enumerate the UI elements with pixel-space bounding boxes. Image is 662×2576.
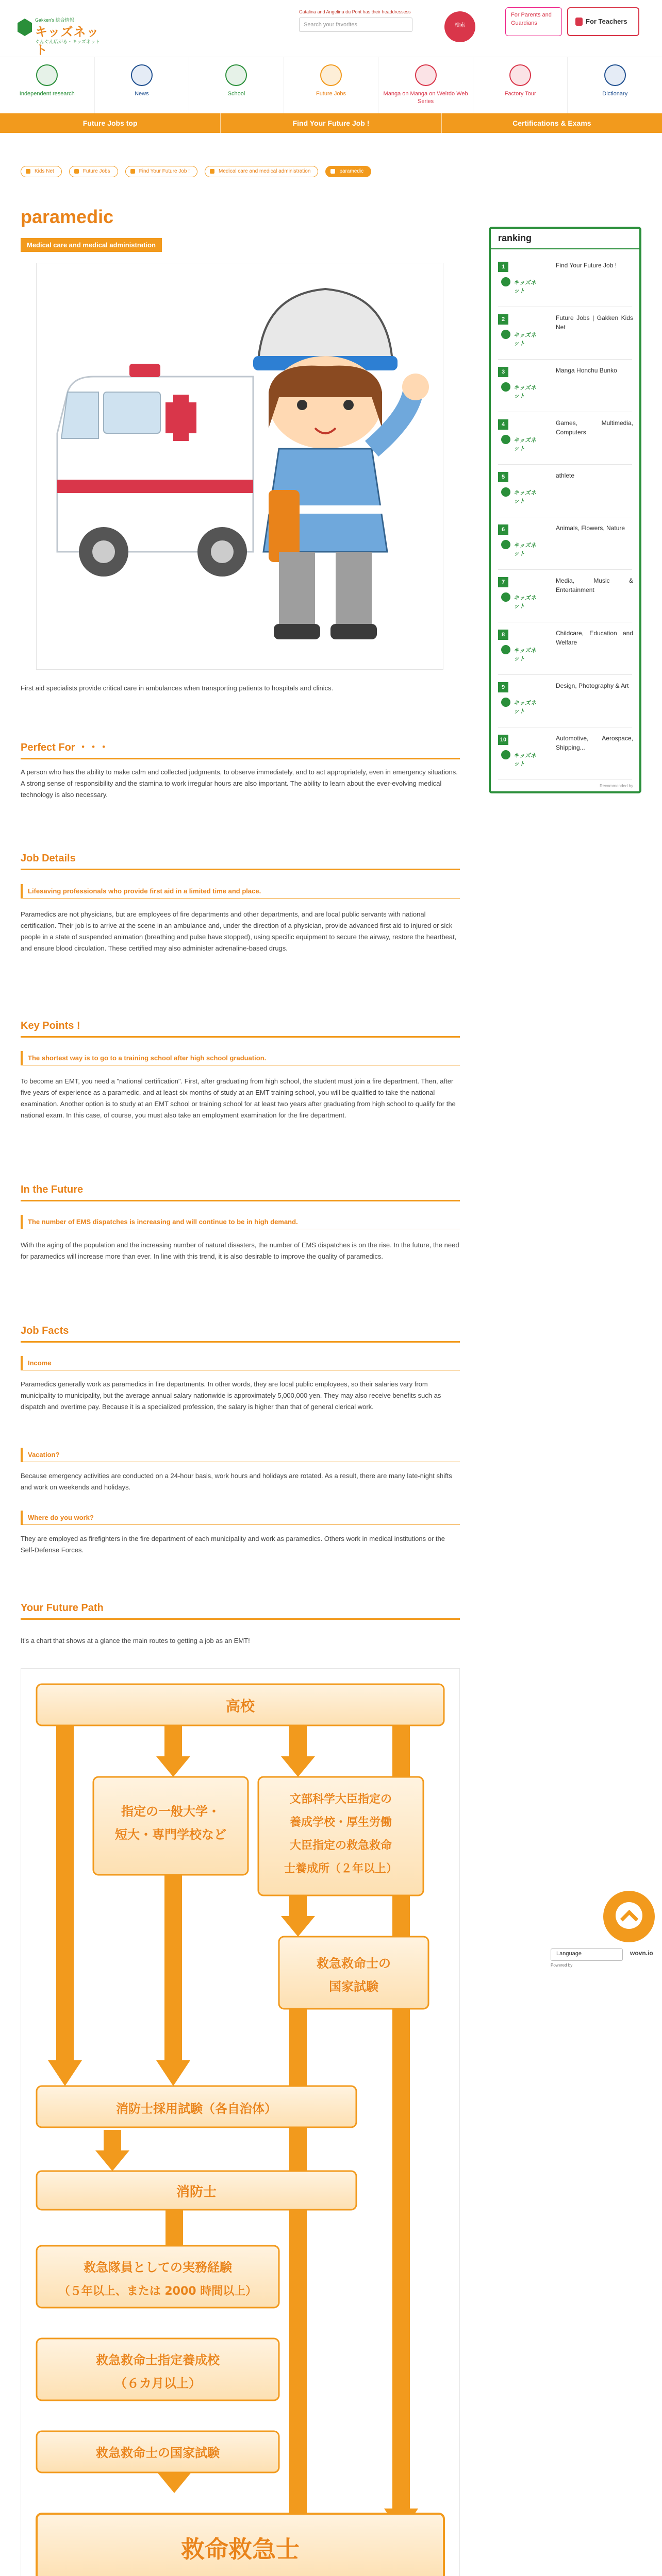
box-national-exam-a — [279, 1937, 428, 2009]
category-label: Factory Tour — [504, 91, 536, 97]
kidsnet-logo-icon: キッズネット — [499, 538, 540, 551]
ranking-title: ranking — [491, 229, 639, 249]
job-details-subtitle: Lifesaving professionals who provide first aid in a limited time and place. — [21, 884, 460, 899]
school-icon — [225, 64, 247, 86]
label-general-univ-2: 短大・専門学校など — [115, 1827, 226, 1842]
site-header — [0, 0, 662, 57]
label-mext-4: 士養成所（２年以上） — [284, 1862, 398, 1875]
section-title-job-facts: Job Facts — [21, 1325, 460, 1343]
section-title-job-details: Job Details — [21, 853, 460, 870]
category-future-jobs[interactable] — [284, 57, 379, 113]
breadcrumb-item[interactable]: Future Jobs — [69, 166, 118, 177]
site-logo[interactable] — [18, 14, 110, 57]
kidsnet-logo-icon: キッズネット — [499, 748, 540, 761]
future-text: With the aging of the population and the increasing number of natural disasters, the number of EMS dispatches is on the rise. In the future, the need for paramedics will increase more than ever. In line with this trend, it is also desirable to improve the quality of paramedics. — [21, 1241, 459, 1260]
category-label: School — [227, 91, 245, 97]
label-national-exam-a-2: 国家試験 — [329, 1979, 378, 1994]
ranking-item[interactable] — [498, 258, 632, 307]
ranking-number: 6 — [498, 524, 508, 535]
category-nav — [0, 57, 662, 113]
logo-small-text: Gakken's 総合情報 — [35, 18, 74, 23]
kidsnet-logo-icon: キッズネット — [499, 328, 540, 341]
kidsnet-logo-icon: キッズネット — [499, 275, 540, 289]
language-select[interactable]: Language — [551, 1948, 623, 1961]
manga-icon — [415, 64, 437, 86]
where-text: They are employed as firefighters in the fire department of each municipality and work as paramedics. Others work in medical institutions or the Self-Defense Forces. — [21, 1535, 445, 1554]
label-mext-3: 大臣指定の救急救命 — [289, 1839, 392, 1852]
ranking-number: 3 — [498, 367, 508, 377]
vacation-subtitle: Vacation? — [21, 1448, 460, 1462]
income-text: Paramedics generally work as paramedics in fire departments. In other words, they are local public employees, so their salaries vary from municipality to municipality, but the average annual salary nationwide is approximately 5,000,000 yen. They may also receive benefits such as dispatch and overtime pay. Because it is a specialized profession, the salary is higher than that of general clerical work. — [21, 1380, 441, 1411]
field-badge[interactable]: Medical care and medical administration — [21, 238, 162, 252]
label-mext-1: 文部科学大臣指定の — [289, 1793, 392, 1806]
ranking-item-text: Future Jobs | Gakken Kids Net — [556, 314, 633, 331]
ranking-number: 2 — [498, 314, 508, 325]
ranking-number: 5 — [498, 472, 508, 482]
section-title-future-path: Your Future Path — [21, 1602, 460, 1620]
future-subtitle: The number of EMS dispatches is increasing and will continue to be in high demand. — [21, 1215, 460, 1229]
paramedic-illustration — [37, 263, 443, 670]
where-subtitle: Where do you work? — [21, 1511, 460, 1525]
kidsnet-logo-icon: キッズネット — [499, 433, 540, 446]
job-details-text: Paramedics are not physicians, but are employees of fire departments and other departments, and are local public servants with national certification. Their job is to arrive at the scene in an ambulance and, under the direction of a physician, provide advanced first aid to injured or sick people in a state of suspended animation (breathing and pulse have stopped), using specific equipment to secure the airway, restore the heartbeat, and ensure blood circulation. These certified may also administer adrenaline-based drugs. — [21, 910, 457, 952]
section-title-perfect-for: Perfect For ・・・ — [21, 739, 460, 759]
box-general-univ — [93, 1777, 248, 1875]
breadcrumb-item[interactable]: Kids Net — [21, 166, 62, 177]
label-national-exam-b: 救急救命士の国家試験 — [96, 2446, 220, 2460]
ranking-panel — [489, 227, 641, 793]
breadcrumb-current: paramedic — [325, 166, 371, 177]
ranking-item-text: Manga Honchu Bunko — [556, 367, 617, 374]
breadcrumb-item[interactable]: Medical care and medical administration — [205, 166, 318, 177]
label-experience-2: （５年以上、または 2000 時間以上） — [58, 2285, 257, 2298]
paramedic-character — [253, 289, 429, 639]
kidsnet-logo-icon: キッズネット — [499, 380, 540, 394]
label-mext-2: 養成学校・厚生労働 — [289, 1816, 392, 1829]
page-title: paramedic — [21, 206, 114, 227]
category-label: Independent research — [19, 91, 75, 97]
nav-find-your-future-job[interactable]: Find Your Future Job ! — [221, 113, 441, 133]
ranking-number: 8 — [498, 630, 508, 640]
logo-main-text: キッズネット — [35, 25, 100, 57]
label-firefighter: 消防士 — [176, 2184, 217, 2200]
factory-icon — [509, 64, 531, 86]
ranking-item[interactable] — [498, 731, 632, 780]
box-experience — [37, 2246, 279, 2308]
ranking-number: 7 — [498, 577, 508, 587]
ranking-item[interactable] — [498, 468, 632, 517]
category-label: Manga on Manga on Weirdo Web Series — [383, 91, 468, 105]
logo-sub-text: ぐんぐん広がる・キッズネット — [35, 39, 100, 44]
category-label: Future Jobs — [316, 91, 346, 97]
ranking-item-text: Media, Music & Entertainment — [556, 577, 633, 594]
ranking-item-text: Design, Photography & Art — [556, 682, 629, 689]
ranking-item[interactable] — [498, 363, 632, 412]
ranking-item-text: Find Your Future Job ! — [556, 262, 617, 269]
ranking-item-text: Childcare, Education and Welfare — [556, 630, 633, 646]
search-input[interactable]: Search your favorites — [299, 18, 412, 32]
future-jobs-nav — [0, 113, 662, 133]
label-training-school-1: 救急救命士指定養成校 — [96, 2353, 220, 2367]
logo-mark-icon — [18, 19, 32, 36]
ranking-item-text: Animals, Flowers, Nature — [556, 524, 625, 532]
ranking-powered-by: Recommended by — [600, 784, 633, 788]
future-jobs-icon — [320, 64, 342, 86]
research-icon — [36, 64, 58, 86]
category-factory-tour[interactable] — [473, 57, 568, 113]
hero-caption: First aid specialists provide critical care in ambulances when transporting patients to hospitals and clinics. — [21, 684, 334, 692]
label-high-school: 高校 — [225, 1698, 255, 1715]
kidsnet-logo-icon: キッズネット — [499, 485, 540, 499]
vacation-text: Because emergency activities are conducted on a 24-hour basis, work hours and holidays are rotated. As a result, there are many late-night shifts and work on weekends and holidays. — [21, 1472, 452, 1491]
key-points-text: To become an EMT, you need a "national certification". First, after graduating from high school, the student must join a fire department. Then, after five years of experience as a paramedic, and at least six months of study at an EMT training school, you will be qualified to take the national examination. Another option is to study at an EMT school or training school for at least two years after graduating from high school to qualify for the national exam. In this case, of course, you must also take an employment examination for the fire department. — [21, 1077, 456, 1119]
label-training-school-2: （６カ月以上） — [114, 2376, 201, 2391]
hero-illustration — [36, 263, 443, 670]
ranking-item-text: Automotive, Aerospace, Shipping... — [556, 735, 633, 751]
breadcrumb — [21, 166, 371, 177]
category-news[interactable] — [95, 57, 190, 113]
ranking-number: 1 — [498, 262, 508, 272]
category-label: News — [135, 91, 149, 97]
key-points-subtitle: The shortest way is to go to a training school after high school graduation. — [21, 1051, 460, 1065]
ranking-number: 9 — [498, 682, 508, 692]
box-training-school — [37, 2338, 279, 2400]
label-employment-exam: 消防士採用試験（各自治体） — [116, 2102, 277, 2116]
future-path-text: It's a chart that shows at a glance the main routes to getting a job as an EMT! — [21, 1637, 250, 1645]
kidsnet-logo-icon: キッズネット — [499, 590, 540, 604]
career-path-chart — [21, 1668, 460, 2576]
ranking-item-text: Games, Multimedia, Computers — [556, 419, 633, 436]
ranking-item-text: athlete — [556, 472, 575, 479]
news-icon — [131, 64, 153, 86]
ranking-number: 10 — [498, 735, 508, 745]
category-school[interactable] — [189, 57, 284, 113]
income-subtitle: Income — [21, 1356, 460, 1370]
category-independent-research[interactable] — [0, 57, 95, 113]
ranking-item[interactable] — [498, 415, 632, 465]
nav-certifications[interactable]: Certifications & Exams — [512, 119, 591, 127]
label-general-univ-1: 指定の一般大学・ — [121, 1804, 220, 1819]
category-manga[interactable] — [378, 57, 473, 113]
category-dictionary[interactable] — [568, 57, 662, 113]
breadcrumb-item[interactable]: Find Your Future Job ! — [125, 166, 197, 177]
kidsnet-logo-icon: キッズネット — [499, 696, 540, 709]
kidsnet-logo-icon: キッズネット — [499, 643, 540, 656]
category-label: Dictionary — [602, 91, 628, 97]
search-caption: Catalina and Angelina du Pont has their headdressess — [299, 9, 411, 14]
parents-button[interactable]: For Parents and Guardians — [505, 7, 562, 36]
teachers-button[interactable]: For Teachers — [567, 7, 639, 36]
ranking-number: 4 — [498, 419, 508, 430]
ranking-item[interactable] — [498, 678, 632, 727]
dictionary-icon — [604, 64, 626, 86]
search-area — [299, 9, 412, 46]
section-title-key-points: Key Points ! — [21, 1020, 460, 1038]
label-paramedic: 救命救急士 — [181, 2535, 300, 2563]
wovn-logo[interactable]: wovn.io — [630, 1950, 653, 1957]
ranking-item[interactable] — [498, 520, 632, 570]
ambulance-image — [57, 364, 253, 577]
label-experience-1: 救急隊員としての実務経験 — [84, 2260, 232, 2275]
language-powered-by: Powered by — [551, 1963, 573, 1968]
ranking-item[interactable] — [498, 625, 632, 675]
ranking-item[interactable] — [498, 573, 632, 622]
page-top-button[interactable] — [603, 1891, 655, 1942]
career-path-diagram — [21, 1669, 460, 2576]
ranking-item[interactable] — [498, 310, 632, 360]
section-title-future: In the Future — [21, 1184, 460, 1201]
perfect-for-text: A person who has the ability to make calm and collected judgments, to observe immediately, and to act appropriately, even in emergency situations. A strong sense of responsibility and the stamina to work irregular hours are also important. The ability to learn about the ever-evolving medical technology is also necessary. — [21, 768, 458, 799]
label-national-exam-a-1: 救急救命士の — [317, 1956, 391, 1971]
search-button[interactable]: 検索 — [444, 11, 475, 42]
nav-future-jobs-top[interactable]: Future Jobs top — [0, 113, 221, 133]
